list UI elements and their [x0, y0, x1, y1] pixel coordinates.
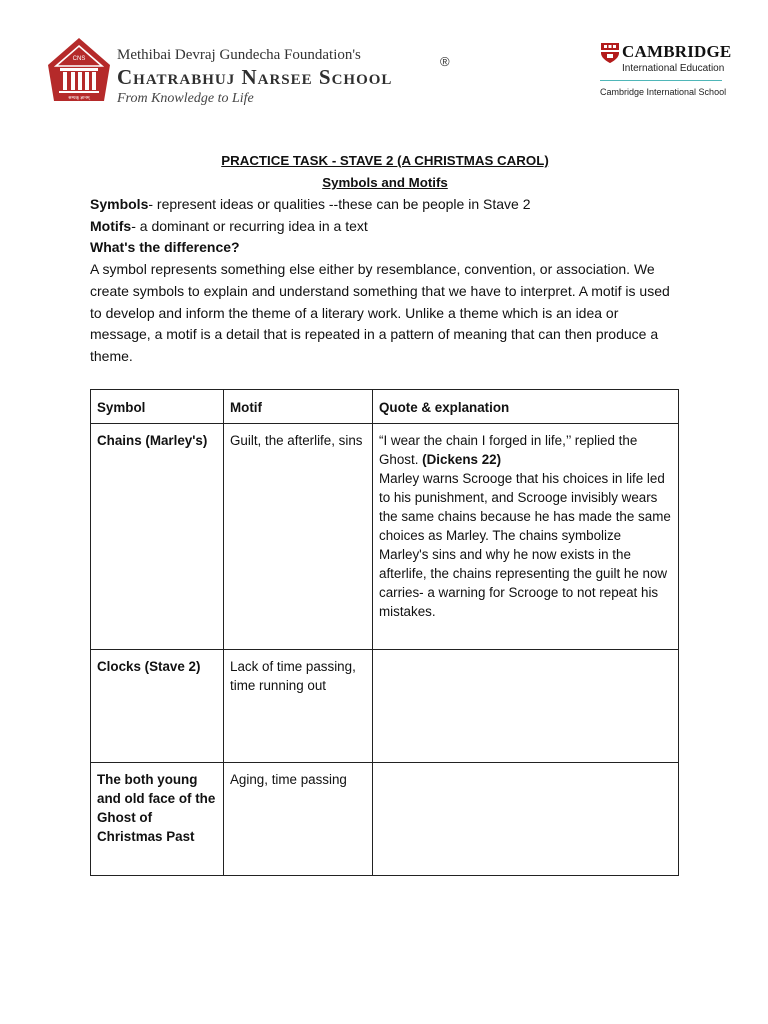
- cambridge-subtitle: International Education: [622, 63, 725, 74]
- symbol-cell: [91, 424, 224, 650]
- page-header: [0, 0, 768, 120]
- table-row: [91, 763, 679, 876]
- motif-cell: Aging, time passing: [224, 763, 373, 876]
- document-body: [90, 150, 680, 368]
- difference-heading: [90, 237, 680, 259]
- motif-cell: Guilt, the afterlife, sins: [224, 424, 373, 650]
- symbols-term: Symbols: [90, 196, 149, 212]
- symbol-cell: [91, 763, 224, 876]
- explanation-text: Marley warns Scrooge that his choices in life led to his punishment, and Scrooge invisibly wears the same chains because he has made the same choices as Marley. The chains symbolize Marley's sins and why he now exists in the afterlife, the chains representing the guilt he now carries- a warning for Scrooge to not repeat his mistakes.: [379, 471, 671, 619]
- motifs-def-text: - a dominant or recurring idea in a text: [131, 217, 368, 234]
- quote-cell[interactable]: [373, 763, 679, 876]
- header-quote: Quote & explanation: [373, 390, 679, 424]
- quote-cell: [373, 424, 679, 650]
- school-crest-logo: [46, 37, 112, 103]
- cambridge-divider: [600, 80, 722, 81]
- quote-citation: (Dickens 22): [422, 452, 502, 467]
- motif-cell: Lack of time passing, time running out: [224, 650, 373, 763]
- header-motif: Motif: [224, 390, 373, 424]
- table-row: [91, 650, 679, 763]
- table-row: [91, 424, 679, 650]
- symbol-text: Clocks (Stave 2): [97, 659, 201, 674]
- motifs-term: Motifs: [90, 217, 132, 234]
- page-title: PRACTICE TASK - STAVE 2 (A CHRISTMAS CAROL): [221, 153, 549, 168]
- quote-text: “I wear the chain I forged in life,’’ replied the Ghost.: [379, 433, 638, 467]
- symbol-text: The both young and old face of the Ghost of Christmas Past: [97, 772, 216, 844]
- cambridge-name: CAMBRIDGE: [622, 42, 732, 61]
- table-header-row: [91, 390, 679, 424]
- school-tagline: From Knowledge to Life: [117, 91, 254, 106]
- cambridge-shield-icon: [600, 42, 620, 64]
- quote-cell[interactable]: [373, 650, 679, 763]
- school-name: Chatrabhuj Narsee School: [117, 65, 393, 89]
- symbols-definition: [90, 194, 680, 216]
- symbols-def-text: - represent ideas or qualities --these can be people in Stave 2: [148, 196, 531, 212]
- svg-text:सम्यक् ज्ञानम्: सम्यक् ज्ञानम्: [68, 96, 90, 101]
- difference-heading-text: What's the difference?: [90, 239, 240, 256]
- difference-paragraph: A symbol represents something else either by resemblance, convention, or association. We create symbols to explain and understand something that we have to interpret. A motif is used to develop and inform the theme of a literary work. Unlike a theme which is an idea or message, a motif is a detail that is repeated in a pattern of meaning that can then produce a theme.: [90, 261, 670, 364]
- registered-mark: ®: [440, 54, 450, 69]
- symbol-cell: [91, 650, 224, 763]
- svg-text:CNS: CNS: [72, 56, 86, 62]
- foundation-name: Methibai Devraj Gundecha Foundation's: [117, 47, 361, 63]
- school-name-block: [117, 46, 392, 107]
- cambridge-school-label: Cambridge International School: [600, 87, 727, 97]
- header-symbol: Symbol: [91, 390, 224, 424]
- page-subtitle: Symbols and Motifs: [322, 175, 448, 190]
- motifs-definition: [90, 216, 680, 238]
- symbol-text: Chains (Marley's): [97, 433, 208, 448]
- symbols-motifs-table: [90, 389, 679, 876]
